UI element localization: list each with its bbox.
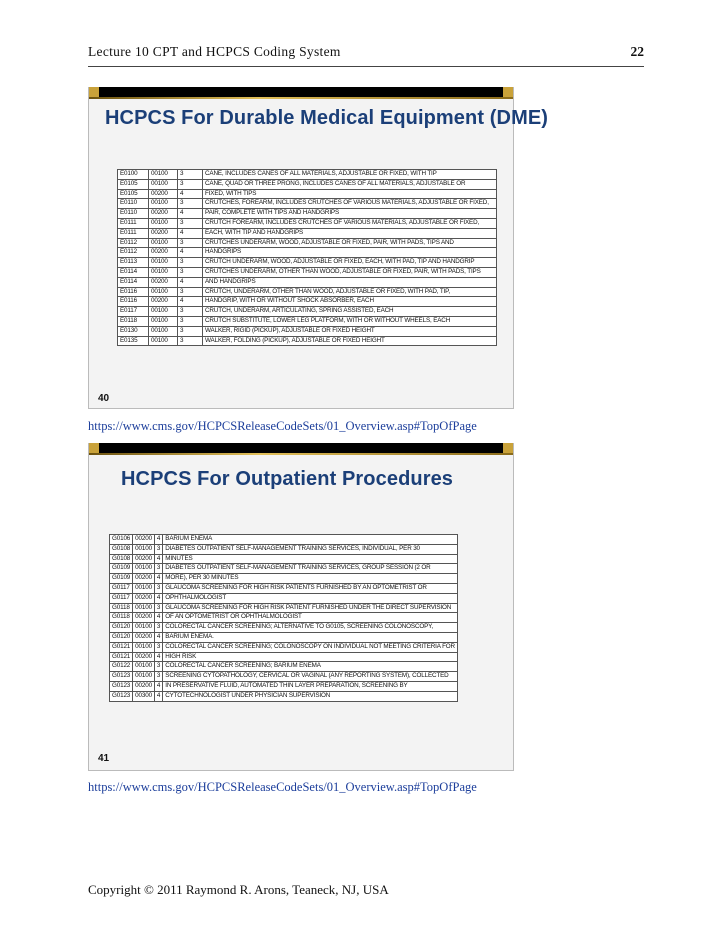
- description-cell: WALKER, RIGID (PICKUP), ADJUSTABLE OR FIXED HEIGHT: [203, 326, 497, 336]
- code-cell: E0116: [118, 287, 149, 297]
- slide-bar-accent: [503, 443, 513, 453]
- seq-cell: 00100: [149, 238, 178, 248]
- table-row: [118, 258, 497, 268]
- table-row: [118, 326, 497, 336]
- description-cell: CRUTCHES UNDERARM, OTHER THAN WOOD, ADJUSTABLE OR FIXED, PAIR, WITH PADS, TIPS: [203, 267, 497, 277]
- seq-cell: 00100: [133, 564, 155, 574]
- code-cell: E0130: [118, 326, 149, 336]
- description-cell: CYTOTECHNOLOGIST UNDER PHYSICIAN SUPERVISION: [163, 691, 458, 701]
- code-cell: E0114: [118, 267, 149, 277]
- slide-outpatient: [88, 443, 514, 771]
- code-cell: G0109: [110, 574, 133, 584]
- description-cell: CRUTCHES UNDERARM, WOOD, ADJUSTABLE OR FIXED, PAIR, WITH PADS, TIPS AND: [203, 238, 497, 248]
- outpatient-code-table: [109, 534, 458, 702]
- code-cell: E0110: [118, 199, 149, 209]
- seq-cell: 00200: [133, 535, 155, 545]
- seq-cell: 00100: [149, 307, 178, 317]
- description-cell: MINUTES: [163, 554, 458, 564]
- table-row: [118, 218, 497, 228]
- code-cell: G0123: [110, 672, 133, 682]
- code-cell: G0108: [110, 544, 133, 554]
- rec-cell: 3: [154, 583, 162, 593]
- table-row: [110, 672, 458, 682]
- rec-cell: 4: [178, 228, 203, 238]
- seq-cell: 00200: [133, 593, 155, 603]
- rec-cell: 3: [154, 672, 162, 682]
- code-cell: G0121: [110, 652, 133, 662]
- description-cell: GLAUCOMA SCREENING FOR HIGH RISK PATIENT FURNISHED UNDER THE DIRECT SUPERVISION: [163, 603, 458, 613]
- seq-cell: 00100: [133, 672, 155, 682]
- table-row: [118, 238, 497, 248]
- description-cell: HANDGRIPS: [203, 248, 497, 258]
- seq-cell: 00200: [149, 189, 178, 199]
- slide-bar-accent: [89, 443, 99, 453]
- code-cell: E0116: [118, 297, 149, 307]
- rec-cell: 3: [178, 199, 203, 209]
- rec-cell: 4: [154, 691, 162, 701]
- table-row: [118, 287, 497, 297]
- description-cell: CRUTCH SUBSTITUTE, LOWER LEG PLATFORM, WITH OR WITHOUT WHEELS, EACH: [203, 316, 497, 326]
- rec-cell: 3: [154, 564, 162, 574]
- rec-cell: 3: [154, 642, 162, 652]
- code-cell: E0135: [118, 336, 149, 346]
- code-cell: G0108: [110, 554, 133, 564]
- code-cell: E0112: [118, 248, 149, 258]
- description-cell: CRUTCH UNDERARM, WOOD, ADJUSTABLE OR FIXED, EACH, WITH PAD, TIP AND HANDGRIP: [203, 258, 497, 268]
- description-cell: CRUTCH FOREARM, INCLUDES CRUTCHES OF VARIOUS MATERIALS, ADJUSTABLE OR FIXED,: [203, 218, 497, 228]
- slide-gold-rule: [89, 97, 513, 99]
- rec-cell: 3: [178, 307, 203, 317]
- description-cell: CANE, QUAD OR THREE PRONG, INCLUDES CANES OF ALL MATERIALS, ADJUSTABLE OR: [203, 179, 497, 189]
- code-cell: G0117: [110, 583, 133, 593]
- rec-cell: 4: [178, 248, 203, 258]
- code-cell: G0117: [110, 593, 133, 603]
- code-cell: E0117: [118, 307, 149, 317]
- seq-cell: 00100: [149, 316, 178, 326]
- seq-cell: 00200: [149, 277, 178, 287]
- rec-cell: 3: [178, 336, 203, 346]
- code-cell: E0100: [118, 170, 149, 180]
- table-row: [110, 564, 458, 574]
- description-cell: CANE, INCLUDES CANES OF ALL MATERIALS, ADJUSTABLE OR FIXED, WITH TIP: [203, 170, 497, 180]
- slide-top-bar: [89, 87, 513, 97]
- code-cell: G0120: [110, 623, 133, 633]
- table-row: [110, 642, 458, 652]
- description-cell: MORE), PER 30 MINUTES: [163, 574, 458, 584]
- seq-cell: 00100: [149, 336, 178, 346]
- description-cell: EACH, WITH TIP AND HANDGRIPS: [203, 228, 497, 238]
- code-cell: G0120: [110, 632, 133, 642]
- slide-bar-accent: [89, 87, 99, 97]
- seq-cell: 00200: [133, 652, 155, 662]
- code-cell: E0111: [118, 218, 149, 228]
- table-row: [110, 623, 458, 633]
- description-cell: HANDGRIP, WITH OR WITHOUT SHOCK ABSORBER, EACH: [203, 297, 497, 307]
- description-cell: WALKER, FOLDING (PICKUP), ADJUSTABLE OR FIXED HEIGHT: [203, 336, 497, 346]
- rec-cell: 4: [154, 613, 162, 623]
- description-cell: BARIUM ENEMA: [163, 535, 458, 545]
- rec-cell: 3: [178, 238, 203, 248]
- rec-cell: 3: [178, 179, 203, 189]
- description-cell: COLORECTAL CANCER SCREENING; COLONOSCOPY ON INDIVIDUAL NOT MEETING CRITERIA FOR: [163, 642, 458, 652]
- cms-source-link[interactable]: https://www.cms.gov/HCPCSReleaseCodeSets/01_Overview.asp#TopOfPage: [88, 419, 477, 433]
- seq-cell: 00200: [133, 554, 155, 564]
- code-cell: E0112: [118, 238, 149, 248]
- slide-title: HCPCS For Durable Medical Equipment (DME): [105, 107, 549, 129]
- description-cell: GLAUCOMA SCREENING FOR HIGH RISK PATIENTS FURNISHED BY AN OPTOMETRIST OR: [163, 583, 458, 593]
- seq-cell: 00200: [133, 574, 155, 584]
- description-cell: OPHTHALMOLOGIST: [163, 593, 458, 603]
- rec-cell: 4: [154, 535, 162, 545]
- dme-code-table: [117, 169, 497, 346]
- table-row: [118, 248, 497, 258]
- description-cell: SCREENING CYTOPATHOLOGY, CERVICAL OR VAGINAL (ANY REPORTING SYSTEM), COLLECTED: [163, 672, 458, 682]
- description-cell: CRUTCHES, FOREARM, INCLUDES CRUTCHES OF VARIOUS MATERIALS, ADJUSTABLE OR FIXED,: [203, 199, 497, 209]
- header-divider: [88, 66, 644, 67]
- seq-cell: 00100: [149, 199, 178, 209]
- rec-cell: 4: [154, 681, 162, 691]
- rec-cell: 4: [154, 574, 162, 584]
- table-row: [110, 691, 458, 701]
- description-cell: FIXED, WITH TIPS: [203, 189, 497, 199]
- table-row: [118, 267, 497, 277]
- table-row: [110, 583, 458, 593]
- table-row: [118, 209, 497, 219]
- rec-cell: 3: [154, 603, 162, 613]
- table-row: [110, 593, 458, 603]
- seq-cell: 00200: [149, 228, 178, 238]
- code-cell: G0121: [110, 642, 133, 652]
- slide-gold-rule: [89, 453, 513, 455]
- description-cell: PAIR, COMPLETE WITH TIPS AND HANDGRIPS: [203, 209, 497, 219]
- copyright-footer: Copyright © 2011 Raymond R. Arons, Teaneck, NJ, USA: [88, 882, 389, 897]
- code-cell: E0111: [118, 228, 149, 238]
- description-cell: COLORECTAL CANCER SCREENING; BARIUM ENEMA: [163, 662, 458, 672]
- code-cell: E0113: [118, 258, 149, 268]
- table-row: [110, 681, 458, 691]
- code-cell: E0118: [118, 316, 149, 326]
- description-cell: OF AN OPTOMETRIST OR OPHTHALMOLOGIST: [163, 613, 458, 623]
- code-cell: G0122: [110, 662, 133, 672]
- code-cell: G0118: [110, 603, 133, 613]
- description-cell: IN PRESERVATIVE FLUID, AUTOMATED THIN LAYER PREPARATION, SCREENING BY: [163, 681, 458, 691]
- seq-cell: 00100: [149, 326, 178, 336]
- table-row: [118, 228, 497, 238]
- table-row: [118, 277, 497, 287]
- rec-cell: 4: [154, 632, 162, 642]
- description-cell: BARIUM ENEMA.: [163, 632, 458, 642]
- rec-cell: 3: [178, 170, 203, 180]
- table-row: [118, 189, 497, 199]
- seq-cell: 00100: [149, 179, 178, 189]
- seq-cell: 00100: [133, 642, 155, 652]
- rec-cell: 3: [178, 287, 203, 297]
- seq-cell: 00200: [149, 248, 178, 258]
- code-cell: E0114: [118, 277, 149, 287]
- seq-cell: 00200: [149, 297, 178, 307]
- rec-cell: 4: [178, 209, 203, 219]
- seq-cell: 00100: [133, 544, 155, 554]
- rec-cell: 4: [178, 189, 203, 199]
- rec-cell: 3: [178, 316, 203, 326]
- table-row: [118, 297, 497, 307]
- seq-cell: 00100: [133, 603, 155, 613]
- page-header: [88, 44, 644, 66]
- seq-cell: 00100: [149, 258, 178, 268]
- seq-cell: 00100: [149, 287, 178, 297]
- table-row: [110, 632, 458, 642]
- seq-cell: 00300: [133, 691, 155, 701]
- code-cell: G0123: [110, 681, 133, 691]
- table-row: [110, 603, 458, 613]
- cms-source-link[interactable]: https://www.cms.gov/HCPCSReleaseCodeSets/01_Overview.asp#TopOfPage: [88, 780, 477, 794]
- table-row: [110, 544, 458, 554]
- seq-cell: 00200: [133, 613, 155, 623]
- table-row: [110, 574, 458, 584]
- table-row: [110, 535, 458, 545]
- slide-number: 41: [98, 753, 110, 764]
- description-cell: CRUTCH, UNDERARM, OTHER THAN WOOD, ADJUSTABLE OR FIXED, WITH PAD, TIP,: [203, 287, 497, 297]
- table-row: [118, 199, 497, 209]
- slide-title: HCPCS For Outpatient Procedures: [121, 468, 454, 490]
- table-row: [118, 316, 497, 326]
- table-row: [110, 652, 458, 662]
- rec-cell: 4: [154, 652, 162, 662]
- lecture-title: Lecture 10 CPT and HCPCS Coding System: [88, 44, 341, 59]
- seq-cell: 00200: [133, 632, 155, 642]
- slide-bar-accent: [503, 87, 513, 97]
- description-cell: CRUTCH, UNDERARM, ARTICULATING, SPRING ASSISTED, EACH: [203, 307, 497, 317]
- code-cell: G0118: [110, 613, 133, 623]
- code-cell: E0105: [118, 189, 149, 199]
- table-row: [110, 613, 458, 623]
- seq-cell: 00100: [133, 662, 155, 672]
- description-cell: DIABETES OUTPATIENT SELF-MANAGEMENT TRAINING SERVICES, GROUP SESSION (2 OR: [163, 564, 458, 574]
- table-row: [118, 307, 497, 317]
- code-cell: E0105: [118, 179, 149, 189]
- rec-cell: 3: [178, 326, 203, 336]
- seq-cell: 00100: [133, 583, 155, 593]
- rec-cell: 3: [178, 218, 203, 228]
- seq-cell: 00100: [133, 623, 155, 633]
- description-cell: AND HANDGRIPS: [203, 277, 497, 287]
- code-cell: G0106: [110, 535, 133, 545]
- seq-cell: 00100: [149, 170, 178, 180]
- description-cell: DIABETES OUTPATIENT SELF-MANAGEMENT TRAINING SERVICES, INDIVIDUAL, PER 30: [163, 544, 458, 554]
- rec-cell: 3: [178, 258, 203, 268]
- code-cell: G0123: [110, 691, 133, 701]
- rec-cell: 4: [154, 554, 162, 564]
- slide-top-bar: [89, 443, 513, 453]
- description-cell: COLORECTAL CANCER SCREENING; ALTERNATIVE TO G0105, SCREENING COLONOSCOPY,: [163, 623, 458, 633]
- rec-cell: 3: [154, 662, 162, 672]
- page-number: 22: [630, 44, 644, 59]
- rec-cell: 4: [178, 277, 203, 287]
- rec-cell: 3: [154, 623, 162, 633]
- rec-cell: 4: [154, 593, 162, 603]
- table-row: [118, 179, 497, 189]
- seq-cell: 00200: [149, 209, 178, 219]
- seq-cell: 00100: [149, 218, 178, 228]
- slide-dme: [88, 87, 549, 409]
- code-cell: G0109: [110, 564, 133, 574]
- rec-cell: 3: [154, 544, 162, 554]
- slide-number: 40: [98, 393, 110, 404]
- rec-cell: 4: [178, 297, 203, 307]
- table-row: [110, 554, 458, 564]
- table-row: [118, 170, 497, 180]
- description-cell: HIGH RISK: [163, 652, 458, 662]
- code-cell: E0110: [118, 209, 149, 219]
- seq-cell: 00100: [149, 267, 178, 277]
- table-row: [110, 662, 458, 672]
- rec-cell: 3: [178, 267, 203, 277]
- seq-cell: 00200: [133, 681, 155, 691]
- table-row: [118, 336, 497, 346]
